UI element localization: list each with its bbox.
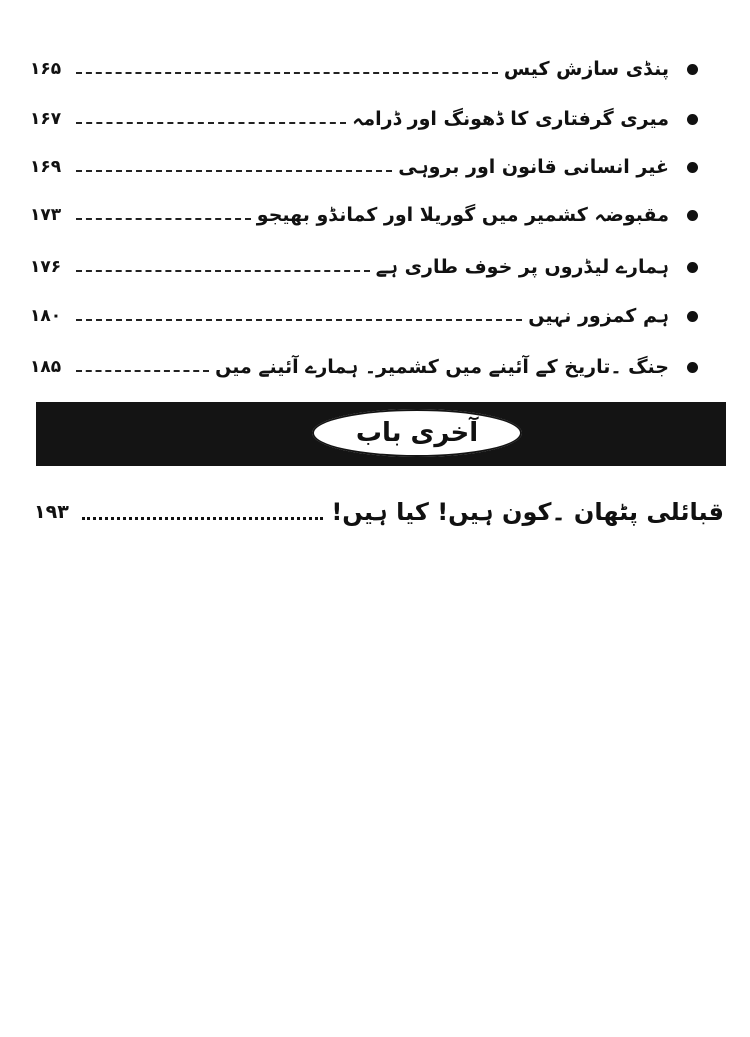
toc-entry [30, 150, 698, 184]
page-number: ۱۶۹ [30, 157, 62, 177]
page-number: ۱۶۷ [30, 109, 62, 129]
toc-entry [30, 52, 698, 86]
entry-title: جنگ ۔تاریخ کے آئینے میں کشمیر۔ ہمارے آئینے میں [215, 356, 669, 378]
bullet-icon [687, 262, 698, 273]
bullet-icon [687, 64, 698, 75]
dash-leader [76, 319, 522, 321]
bullet-icon [687, 311, 698, 322]
entry-title: قبائلی پٹھان ۔کون ہیں! کیا ہیں! [331, 498, 724, 526]
entry-title: غیر انسانی قانون اور بروہی [398, 156, 669, 178]
dash-leader [76, 170, 392, 172]
page-number: ۱۷۳ [30, 205, 62, 225]
page-number: ۱۹۳ [34, 501, 69, 523]
bullet-icon [687, 114, 698, 125]
entry-title: ہم کمزور نہیں [528, 305, 669, 327]
toc-entry-final [34, 490, 724, 534]
entry-title: مقبوضہ کشمیر میں گوریلا اور کمانڈو بھیجو [256, 204, 669, 226]
dash-leader [76, 72, 498, 74]
chapter-heading: آخری باب [355, 418, 479, 448]
entry-title: میری گرفتاری کا ڈھونگ اور ڈرامہ [352, 108, 669, 130]
page-number: ۱۸۵ [30, 357, 62, 377]
entry-title: ہمارے لیڈروں پر خوف طاری ہے [375, 256, 669, 278]
page-number: ۱۷۶ [30, 257, 62, 277]
dash-leader [76, 270, 370, 272]
bullet-icon [687, 162, 698, 173]
bullet-icon [687, 362, 698, 373]
dash-leader [76, 370, 209, 372]
chapter-banner [36, 402, 726, 466]
toc-entry [30, 299, 698, 333]
dash-leader [76, 122, 346, 124]
toc-entry [30, 350, 698, 384]
bullet-icon [687, 210, 698, 221]
chapter-heading-oval [312, 409, 522, 457]
toc-entry [30, 198, 698, 232]
toc-entry [30, 102, 698, 136]
entry-title: پنڈی سازش کیس [503, 58, 669, 80]
dash-leader [76, 218, 251, 220]
page-number: ۱۸۰ [30, 306, 62, 326]
page-number: ۱۶۵ [30, 59, 62, 79]
toc-entry [30, 250, 698, 284]
dot-leader [82, 517, 323, 520]
